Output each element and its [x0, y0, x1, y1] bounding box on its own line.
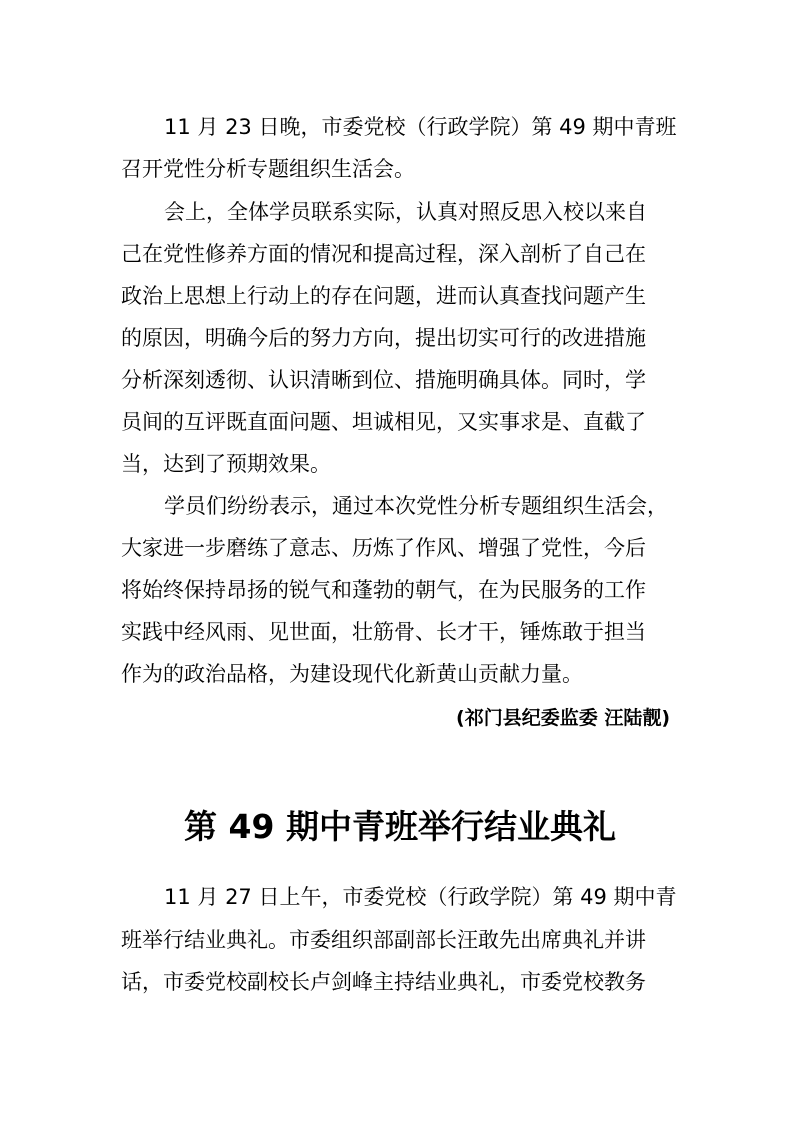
- author-signature: (祁门县纪委监委 汪陆靓): [456, 707, 670, 729]
- paragraph-2-line-2: 己在党性修养方面的情况和提高过程，深入剖析了自己在: [121, 242, 646, 266]
- paragraph-1-line-1: 11 月 23 日晚，市委党校（行政学院）第 49 期中青班: [164, 115, 677, 139]
- paragraph-1-line-2: 召开党性分析专题组织生活会。: [121, 157, 415, 181]
- paragraph-2-line-7: 当，达到了预期效果。: [121, 452, 331, 476]
- article-2-line-2: 班举行结业典礼。市委组织部副部长汪敢先出席典礼并讲: [121, 928, 646, 952]
- paragraph-2-line-1: 会上，全体学员联系实际，认真对照反思入校以来自: [164, 200, 647, 224]
- article-title: 第 49 期中青班举行结业典礼: [184, 807, 616, 846]
- paragraph-2-line-3: 政治上思想上行动上的存在问题，进而认真查找问题产生: [121, 284, 646, 308]
- paragraph-2-line-4: 的原因，明确今后的努力方向，提出切实可行的改进措施: [121, 326, 646, 350]
- paragraph-3-line-4: 实践中经风雨、见世面，壮筋骨、长才干，锤炼敢于担当: [121, 620, 646, 644]
- paragraph-2-line-6: 员间的互评既直面问题、坦诚相见，又实事求是、直截了: [121, 410, 646, 434]
- article-2-line-3: 话，市委党校副校长卢剑峰主持结业典礼，市委党校教务: [121, 970, 646, 994]
- paragraph-3-line-5: 作为的政治品格，为建设现代化新黄山贡献力量。: [121, 662, 583, 686]
- paragraph-3-line-1: 学员们纷纷表示，通过本次党性分析专题组织生活会，: [164, 494, 668, 518]
- paragraph-3-line-3: 将始终保持昂扬的锐气和蓬勃的朝气，在为民服务的工作: [121, 578, 646, 602]
- article-2-line-1: 11 月 27 日上午，市委党校（行政学院）第 49 期中青: [164, 885, 677, 909]
- paragraph-3-line-2: 大家进一步磨练了意志、历炼了作风、增强了党性，今后: [121, 536, 646, 560]
- paragraph-2-line-5: 分析深刻透彻、认识清晰到位、措施明确具体。同时，学: [121, 368, 646, 392]
